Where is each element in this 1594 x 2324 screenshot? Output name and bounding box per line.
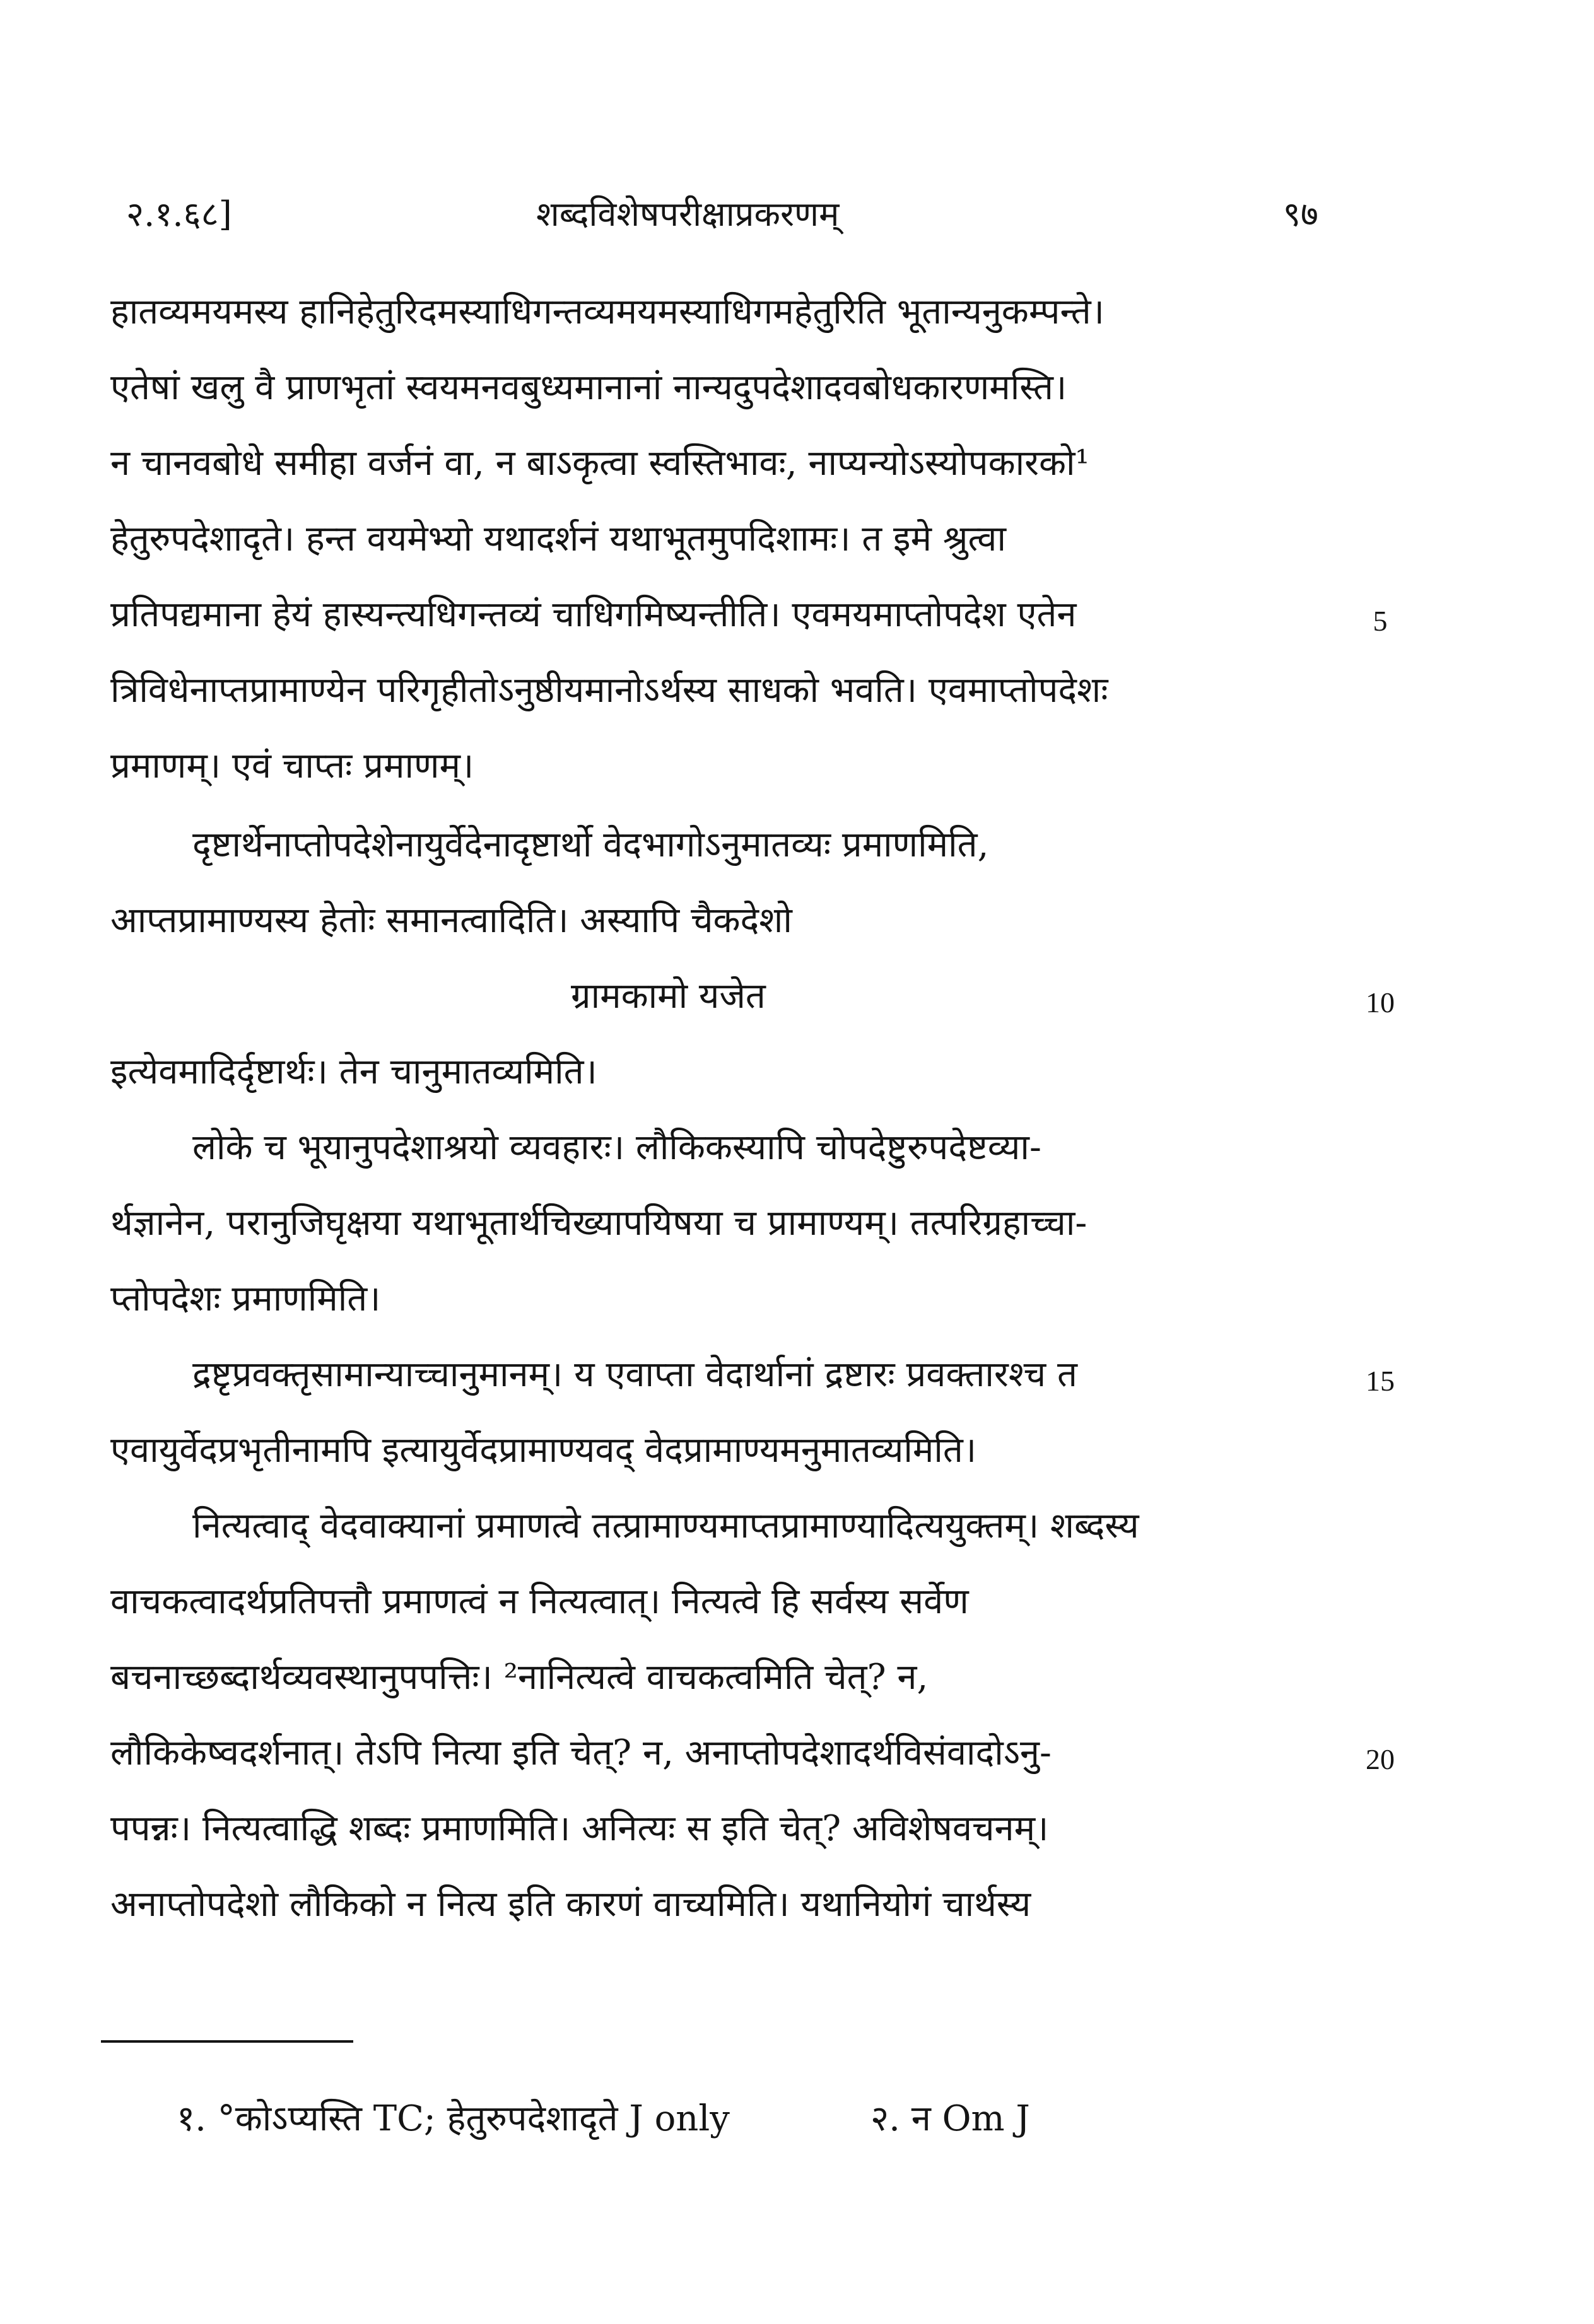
page-number: ९७: [1282, 194, 1318, 234]
running-head: [120, 189, 1318, 240]
line-number: 20: [1366, 1743, 1395, 1775]
footnote-1: १. °कोऽप्यस्ति TC; हेतुरुपदेशादृते J only: [177, 2098, 730, 2139]
text-line: पपन्नः। नित्यत्वाद्धि शब्दः प्रमाणमिति। अनित्यः स इति चेत्? अविशेषवचनम्।: [110, 1808, 1049, 1849]
text-line: प्रमाणम्। एवं चाप्तः प्रमाणम्।: [110, 745, 474, 786]
text-line: प्तोपदेशः प्रमाणमिति।: [110, 1278, 381, 1319]
text-line: एतेषां खलु वै प्राणभृतां स्वयमनवबुध्यमानानां नान्यदुपदेशादवबोधकारणमस्ति।: [110, 367, 1067, 408]
text-line: एवायुर्वेदप्रभृतीनामपि इत्यायुर्वेदप्रामाण्यवद् वेदप्रामाण्यमनुमातव्यमिति।: [110, 1430, 977, 1471]
text-line: द्रष्टृप्रवक्तृसामान्याच्चानुमानम्। य एवाप्ता वेदार्थानां द्रष्टारः प्रवक्तारश्च त: [192, 1354, 1077, 1395]
line-number: 5: [1373, 605, 1388, 637]
text-line: आप्तप्रामाण्यस्य हेतोः समानत्वादिति। अस्यापि चैकदेशो: [110, 900, 792, 941]
text-line: हेतुरुपदेशादृते। हन्त वयमेभ्यो यथादर्शनं यथाभूतमुपदिशामः। त इमे श्रुत्वा: [110, 518, 1006, 559]
text-line: दृष्टार्थेनाप्तोपदेशेनायुर्वेदेनादृष्टार्थो वेदभागोऽनुमातव्यः प्रमाणमिति,: [192, 824, 989, 865]
text-line: वाचकत्वादर्थप्रतिपत्तौ प्रमाणत्वं न नित्यत्वात्। नित्यत्वे हि सर्वस्य सर्वेण: [110, 1581, 969, 1622]
text-line: लौकिकेष्वदर्शनात्। तेऽपि नित्या इति चेत्? न, अनाप्तोपदेशादर्थविसंवादोऽनु-: [110, 1732, 1052, 1773]
text-line: अनाप्तोपदेशो लौकिको न नित्य इति कारणं वाच्यमिति। यथानियोगं चार्थस्य: [110, 1884, 1031, 1925]
text-line: न चानवबोधे समीहा वर्जनं वा, न बाऽकृत्वा स्वस्तिभावः, नाप्यन्योऽस्योपकारको¹: [110, 443, 1089, 484]
text-line: बचनाच्छब्दार्थव्यवस्थानुपपत्तिः। ²नानित्यत्वे वाचकत्वमिति चेत्? न,: [110, 1657, 929, 1698]
footnote-2: २. न Om J: [870, 2098, 1030, 2139]
text-line: र्थज्ञानेन, परानुजिघृक्षया यथाभूतार्थचिख्यापयिषया च प्रामाण्यम्। तत्परिग्रहाच्चा-: [110, 1203, 1087, 1244]
text-line: हातव्यमयमस्य हानिहेतुरिदमस्याधिगन्तव्यमयमस्याधिगमहेतुरिति भूतान्यनुकम्पन्ते।: [110, 291, 1105, 332]
chapter-title: शब्दविशेषपरीक्षाप्रकरणम्: [536, 194, 840, 234]
line-number: 10: [1366, 986, 1395, 1019]
quoted-verse: ग्रामकामो यजेत: [571, 976, 766, 1017]
text-line: प्रतिपद्यमाना हेयं हास्यन्त्यधिगन्तव्यं चाधिगमिष्यन्तीति। एवमयमाप्तोपदेश एतेन: [110, 594, 1077, 635]
text-line: त्रिविधेनाप्तप्रामाण्येन परिगृहीतोऽनुष्ठीयमानोऽर्थस्य साधको भवति। एवमाप्तोपदेशः: [110, 670, 1108, 711]
text-line: नित्यत्वाद् वेदवाक्यानां प्रमाणत्वे तत्प्रामाण्यमाप्तप्रामाण्यादित्ययुक्तम्। शब्दस्य: [192, 1505, 1139, 1546]
footnote-divider: [101, 2040, 353, 2043]
text-line: लोके च भूयानुपदेशाश्रयो व्यवहारः। लौकिकस्यापि चोपदेष्टुरुपदेष्टव्या-: [192, 1127, 1041, 1168]
text-line: इत्येवमादिर्दृष्टार्थः। तेन चानुमातव्यमिति।: [110, 1051, 597, 1092]
line-number: 15: [1366, 1365, 1395, 1397]
footnotes: [177, 2094, 1312, 2151]
section-reference: २.१.६८]: [126, 194, 232, 234]
